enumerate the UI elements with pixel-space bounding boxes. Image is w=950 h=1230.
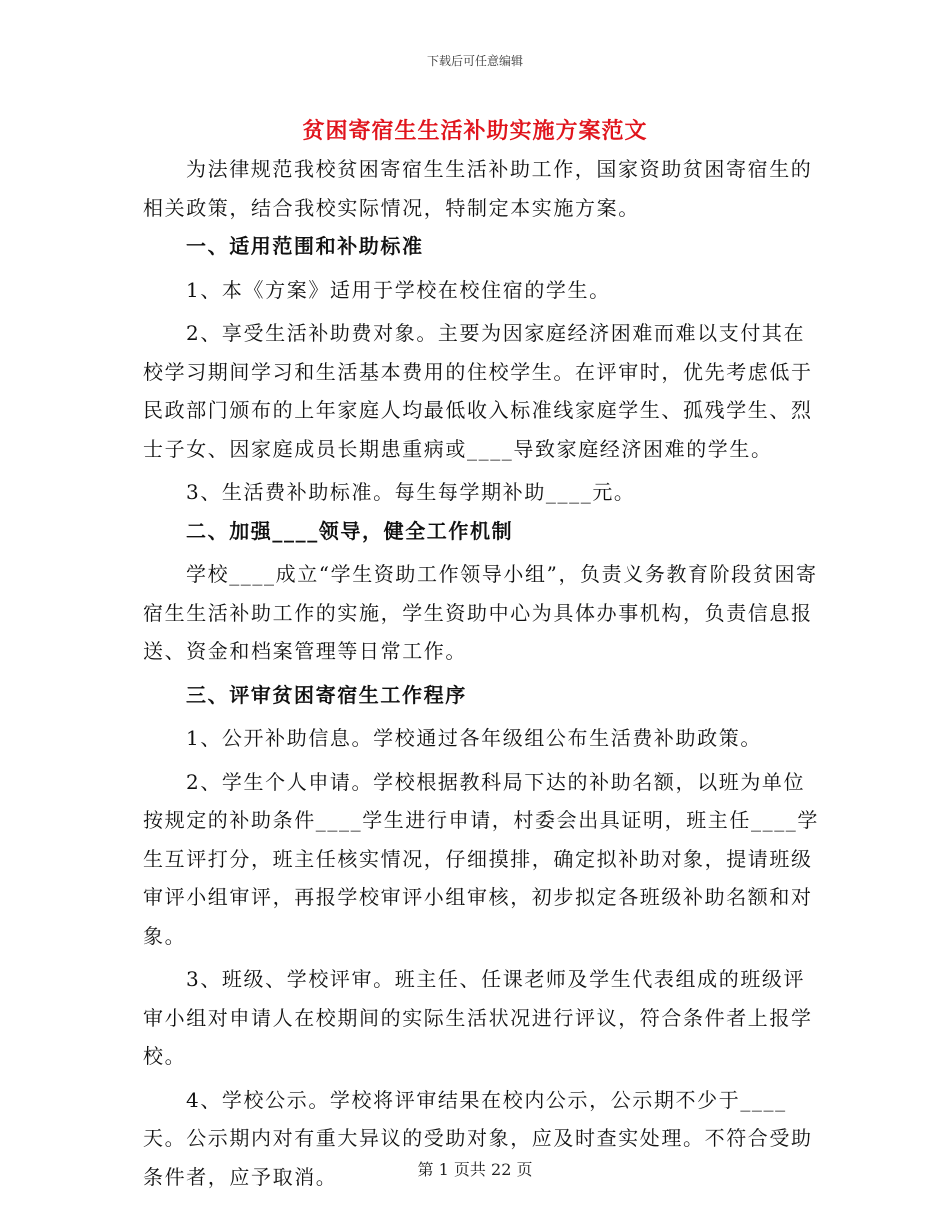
item-paragraph: 1、公开补助信息。学校通过各年级组公布生活费补助政策。	[186, 726, 762, 750]
section-heading-2: 二、加强____领导，健全工作机制	[186, 518, 514, 543]
document-body	[143, 150, 823, 1196]
section-heading-1: 一、适用范围和补助标准	[186, 234, 424, 258]
item-paragraph: 3、生活费补助标准。每生每学期补助____元。	[186, 480, 636, 504]
footer-suffix: 页	[516, 1160, 533, 1179]
item-paragraph: 2、学生个人申请。学校根据教科局下达的补助名额，以班为单位按规定的补助条件____学生进行申请，村委会出具证明，班主任____学生互评打分，班主任核实情况，仔细摸排，确定拟补助对象，提请班级审评小组审评，再报学校审评小组审核，初步拟定各班级补助名额和对象。	[143, 769, 819, 948]
page-footer	[0, 1157, 950, 1180]
item-paragraph: 2、享受生活补助费对象。主要为因家庭经济困难而难以支付其在校学习期间学习和生活基本费用的住校学生。在评审时，优先考虑低于民政部门颁布的上年家庭人均最低收入标准线家庭学生、孤残学生、烈士子女、因家庭成员长期患重病或____导致家庭经济困难的学生。	[143, 321, 813, 461]
footer-page-number: 1	[438, 1160, 449, 1179]
item-paragraph: 1、本《方案》适用于学校在校住宿的学生。	[186, 277, 611, 302]
item-paragraph: 3、班级、学校评审。班主任、任课老师及学生代表组成的班级评审小组对申请人在校期间的实际生活状况进行评议，符合条件者上报学校。	[143, 967, 813, 1068]
body-paragraph: 学校____成立“学生资助工作领导小组”，负责义务教育阶段贫困寄宿生生活补助工作的实施，学生资助中心为具体办事机构，负责信息报送、资金和档案管理等日常工作。	[143, 562, 818, 663]
footer-prefix: 第	[417, 1160, 434, 1179]
footer-middle: 页共	[453, 1160, 486, 1179]
section-heading-3: 三、评审贫困寄宿生工作程序	[186, 682, 467, 707]
intro-paragraph: 为法律规范我校贫困寄宿生生活补助工作，国家资助贫困寄宿生的相关政策，结合我校实际情况，特制定本实施方案。	[143, 157, 813, 220]
item-paragraph: 4、学校公示。学校将评审结果在校内公示，公示期不少于____天。公示期内对有重大异议的受助对象，应及时查实处理。不符合受助条件者，应予取消。	[143, 1087, 813, 1189]
header-note: 下载后可任意编辑	[426, 54, 523, 68]
document-title: 贫困寄宿生生活补助实施方案范文	[302, 118, 648, 144]
footer-total-pages: 22	[491, 1160, 512, 1179]
